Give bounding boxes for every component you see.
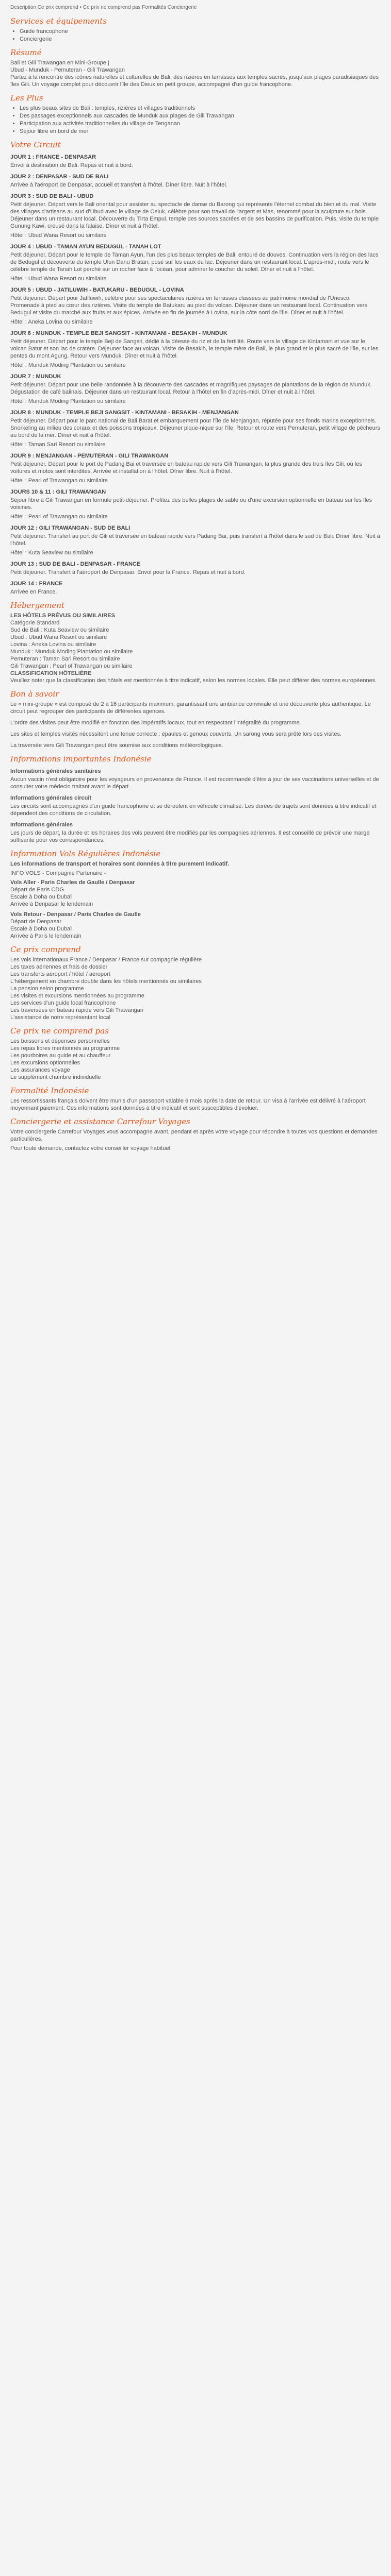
conciergerie-paragraph: Pour toute demande, contactez votre conseiller voyage habituel.: [10, 1145, 172, 1151]
day-text: Petit déjeuner. Départ pour le parc national de Bali Barat et embarquement pour l'île de Menjangan, réputée pour ses fonds marins exceptionnels. Snorkeling au milieu des coraux et des poissons tropicaux. Déjeuner pique-nique sur l'île. Retour et route vers Pemuteran, petit village de pêcheurs au bord de la mer. Dîner et nuit à l'hôtel.: [10, 418, 380, 438]
day-block: [10, 243, 381, 282]
day-block: [10, 286, 381, 326]
list-item: • Les plus beaux sites de Bali : temples, rizières et villages traditionnels: [20, 105, 381, 112]
list-item: Les pourboires au guide et au chauffeur: [10, 1053, 111, 1059]
info-text: Les jours de départ, la durée et les horaires des vols peuvent être modifiés par les compagnies aériennes. Il est conseillé de prévoir une marge suffisante pour vos correspondances.: [10, 830, 370, 843]
prix-list: [10, 956, 381, 1021]
flight-line: Arrivée à Paris le lendemain: [10, 933, 82, 939]
day-title: JOUR 4 : UBUD - TAMAN AYUN BEDUGUL - TANAH LOT: [10, 244, 161, 250]
day-block: [10, 452, 381, 484]
list-item: Les services d'un guide local francophone: [10, 1000, 116, 1006]
intro-line: Description Ce prix comprend • Ce prix ne comprend pas Formalités Conciergerie: [10, 5, 197, 10]
day-text: Petit déjeuner. Départ pour une belle randonnée à la découverte des cascades et magnifiques paysages de plantations de la région de Munduk. Dégustation de café balinais. Déjeuner dans un restaurant local. Retour à l'hôtel en fin d'après-midi. Dîner et nuit à l'hôtel.: [10, 382, 372, 395]
day-block: [10, 193, 381, 239]
asavoir-paragraph: L'ordre des visites peut être modifié en fonction des impératifs locaux, tout en respectant l'intégralité du programme.: [10, 720, 301, 726]
list-item: • Séjour libre en bord de mer: [20, 128, 381, 135]
flight-group: [10, 911, 381, 940]
asavoir-title: Bon à savoir: [10, 689, 59, 699]
resume-line: Ubud - Munduk - Pemuteran - Gili Trawangan: [10, 67, 125, 73]
hebergement-line: Catégorie Standard: [10, 620, 60, 626]
list-item: Les vols internationaux France / Denpasar / France sur compagnie régulière: [10, 957, 202, 963]
list-item: Les visites et excursions mentionnées au programme: [10, 993, 144, 999]
list-item: • Participation aux activités traditionnelles du village de Tenganan: [20, 120, 381, 127]
day-hotel: Hôtel : Taman Sari Resort ou similaire: [10, 442, 106, 448]
list-item: Les repas libres mentionnés au programme: [10, 1045, 120, 1052]
day-text: Petit déjeuner. Départ pour le temple de Taman Ayun, l'un des plus beaux temples de Bali, entouré de douves. Continuation vers la région des lacs de Bedugul et découverte du temple Ulun Danu Bratan, posé sur les eaux du lac. Déjeuner dans un restaurant local. L'après-midi, route vers le célèbre temple de Tanah Lot perché sur un rocher face à l'océan, pour admirer le coucher du soleil. Dîner et nuit à l'hôtel.: [10, 252, 379, 273]
day-hotel: Hôtel : Aneka Lovina ou similaire: [10, 319, 93, 325]
list-item: • Conciergerie: [20, 36, 381, 43]
day-title: JOUR 8 : MUNDUK - TEMPLE BEJI SANGSIT - KINTAMANI - BESAKIH - MENJANGAN: [10, 410, 239, 416]
day-hotel: Hôtel : Kuta Seaview ou similaire: [10, 550, 93, 556]
day-title: JOUR 1 : FRANCE - DENPASAR: [10, 154, 96, 160]
asavoir-paragraph: La traversée vers Gili Trawangan peut être soumise aux conditions météorologiques.: [10, 742, 223, 749]
day-text: Petit déjeuner. Départ vers le Bali oriental pour assister au spectacle de danse du Barong qui représente l'éternel combat du bien et du mal. Visite des villages d'artisans au sud d'Ubud avec le village de Celuk, célèbre pour son travail de l'argent et Mas, renommé pour la sculpture sur bois. Déjeuner dans un restaurant local. Découverte du Tirta Empul, temple des sources sacrées et de ses bassins de purification. Puis, visite du temple Gunung Kawi, creusé dans la falaise. Dîner et nuit à l'hôtel.: [10, 201, 379, 229]
list-item: La pension selon programme: [10, 986, 84, 992]
day-text: Petit déjeuner. Départ pour le port de Padang Bai et traversée en bateau rapide vers Gili Trawangan, la plus grande des trois îles Gili, où les voitures et motos sont interdites. Arrivée et installation à l'hôtel. Dîner libre. Nuit à l'hôtel.: [10, 461, 362, 474]
info-block: [10, 768, 381, 790]
asavoir-paragraph: Le « mini-groupe » est composé de 2 à 16 participants maximum, garantissant une ambiance conviviale et une découverte plus authentique. Le circuit peut regrouper des participants de différentes agences.: [10, 701, 371, 715]
infos-title: Informations importantes Indonésie: [10, 754, 152, 764]
day-text: Petit déjeuner. Transfert à l'aéroport de Denpasar. Envol pour la France. Repas et nuit à bord.: [10, 569, 246, 575]
flight-group: [10, 879, 381, 908]
hebergement-line: Ubud : Ubud Wana Resort ou similaire: [10, 634, 107, 640]
day-block: [10, 580, 381, 596]
info-block: [10, 821, 381, 844]
day-title: JOUR 9 : MENJANGAN - PEMUTERAN - GILI TRAWANGAN: [10, 453, 169, 459]
infovols-subtitle: INFO VOLS - Compagnie Partenaire -: [10, 870, 106, 876]
list-item: Les assurances voyage: [10, 1067, 70, 1073]
noprix-title: Ce prix ne comprend pas: [10, 1026, 109, 1036]
day-title: JOUR 5 : UBUD - JATILUWIH - BATUKARU - BEDUGUL - LOVINA: [10, 287, 184, 293]
day-title: JOUR 12 : GILI TRAWANGAN - SUD DE BALI: [10, 525, 131, 531]
info-block: [10, 794, 381, 817]
hebergement-paragraph: Veuillez noter que la classification des hôtels est mentionnée à titre indicatif, selon les normes locales. Elle peut différer des normes européennes.: [10, 677, 377, 684]
info-heading: Informations générales sanitaires: [10, 768, 101, 774]
day-text: Arrivée en France.: [10, 589, 57, 595]
hebergement-line: LES HÔTELS PRÉVUS OU SIMILAIRES: [10, 613, 115, 619]
day-text: Petit déjeuner. Départ pour Jatiluwih, célèbre pour ses spectaculaires rizières en terrasses classées au patrimoine mondial de l'Unesco. Promenade à pied au cœur des rizières. Visite du temple de Batukaru au pied du volcan. Déjeuner dans un restaurant local. Continuation vers Bedugul et visite du marché aux fruits et aux épices. Arrivée en fin de journée à Lovina, sur la côte nord de l'île. Dîner et nuit à l'hôtel.: [10, 295, 367, 316]
info-heading: Informations générales circuit: [10, 795, 92, 801]
day-text: Petit déjeuner. Transfert au port de Gili et traversée en bateau rapide vers Padang Bai, puis transfert à l'hôtel dans le sud de Bali. Dîner libre. Nuit à l'hôtel.: [10, 533, 380, 547]
prix-title: Ce prix comprend: [10, 945, 81, 954]
formalites-title: Formalité Indonésie: [10, 1086, 89, 1095]
list-item: Les excursions optionnelles: [10, 1060, 80, 1066]
noprix-list: [10, 1038, 381, 1081]
resume-title: Résumé: [10, 48, 42, 57]
conciergerie-title: Conciergerie et assistance Carrefour Voyages: [10, 1117, 190, 1126]
day-block: [10, 524, 381, 556]
plus-title: Les Plus: [10, 93, 43, 103]
day-block: [10, 173, 381, 189]
hebergement-line: Lovina : Aneka Lovina ou similaire: [10, 641, 96, 648]
day-title: JOUR 3 : SUD DE BALI - UBUD: [10, 193, 94, 199]
hebergement-line: Pemuteran : Taman Sari Resort ou similaire: [10, 656, 120, 662]
day-block: [10, 154, 381, 169]
day-hotel: Hôtel : Pearl of Trawangan ou similaire: [10, 478, 108, 484]
conciergerie-paragraph: Votre conciergerie Carrefour Voyages vous accompagne avant, pendant et après votre voyage pour répondre à toutes vos questions et demandes particulières.: [10, 1129, 378, 1142]
day-hotel: Hôtel : Munduk Moding Plantation ou similaire: [10, 362, 126, 368]
list-item: Les boissons et dépenses personnelles: [10, 1038, 110, 1044]
day-text: Petit déjeuner. Départ pour le temple Beji de Sangsit, dédié à la déesse du riz et de la fertilité. Route vers le village de Kintamani et vue sur le volcan Batur et son lac de cratère. Déjeuner face au volcan. Visite de Besakih, le temple mère de Bali, le plus grand et le plus sacré de l'île, sur les pentes du mont Agung. Retour vers Munduk. Dîner et nuit à l'hôtel.: [10, 338, 379, 359]
day-hotel: Hôtel : Pearl of Trawangan ou similaire: [10, 514, 108, 520]
info-text: Les circuits sont accompagnés d'un guide francophone et se déroulent en véhicule climatisé. Les durées de trajets sont données à titre indicatif et dépendent des conditions de circulation.: [10, 803, 377, 817]
day-block: [10, 409, 381, 448]
day-block: [10, 330, 381, 369]
hebergement-title: Hébergement: [10, 601, 64, 610]
list-item: • Des passages exceptionnels aux cascades de Munduk aux plages de Gili Trawangan: [20, 112, 381, 120]
page-content: [5, 0, 386, 1152]
circuit-title: Votre Circuit: [10, 140, 61, 149]
services-title: Services et équipements: [10, 16, 107, 26]
hebergement-line: CLASSIFICATION HÔTELIÈRE: [10, 670, 92, 676]
flight-heading: Vols Retour - Denpasar / Paris Charles de Gaulle: [10, 911, 141, 918]
day-hotel: Hôtel : Munduk Moding Plantation ou similaire: [10, 398, 126, 404]
asavoir-paragraph: Les sites et temples visités nécessitent une tenue correcte : épaules et genoux couverts. Un sarong vous sera prêté lors des visites.: [10, 731, 342, 737]
list-item: • Guide francophone: [20, 28, 381, 35]
resume-line: Bali et Gili Trawangan en Mini-Groupe |: [10, 60, 109, 66]
day-title: JOUR 14 : FRANCE: [10, 581, 63, 587]
resume-paragraph: Partez à la rencontre des icônes naturelles et culturelles de Bali, des rizières en terrasses aux temples sacrés, jusqu'aux plages paradisiaques des îles Gili. Un voyage complet pour découvrir l'île des Dieux en petit groupe, accompagné d'un guide francophone.: [10, 74, 379, 88]
flight-heading: Vols Aller - Paris Charles de Gaulle / Denpasar: [10, 879, 135, 886]
day-hotel: Hôtel : Ubud Wana Resort ou similaire: [10, 276, 107, 282]
day-title: JOUR 6 : MUNDUK - TEMPLE BEJI SANGSIT - KINTAMANI - BESAKIH - MUNDUK: [10, 330, 227, 336]
day-title: JOUR 7 : MUNDUK: [10, 374, 61, 380]
day-text: Envol à destination de Bali. Repas et nuit à bord.: [10, 162, 133, 168]
list-item: Les taxes aériennes et frais de dossier: [10, 964, 108, 970]
services-list: [10, 28, 381, 43]
list-item: Les traversées en bateau rapide vers Gili Trawangan: [10, 1007, 144, 1013]
hebergement-line: Gili Trawangan : Pearl of Trawangan ou similaire: [10, 663, 133, 669]
flight-line: Escale à Doha ou Dubaï: [10, 926, 72, 932]
day-title: JOURS 10 & 11 : GILI TRAWANGAN: [10, 489, 106, 495]
day-block: [10, 561, 381, 576]
day-text: Séjour libre à Gili Trawangan en formule petit-déjeuner. Profitez des belles plages de sable ou d'une excursion optionnelle en bateau sur les îles voisines.: [10, 497, 372, 511]
info-text: Aucun vaccin n'est obligatoire pour les voyageurs en provenance de France. Il est recommandé d'être à jour de ses vaccinations universelles et de consulter votre médecin traitant avant le départ.: [10, 776, 379, 790]
formalites-paragraph: Les ressortissants français doivent être munis d'un passeport valable 6 mois après la date de retour. Un visa à l'arrivée est délivré à l'aéroport moyennant paiement. Ces informations sont données à titre indicatif et sont susceptibles d'évoluer.: [10, 1098, 366, 1111]
list-item: L'assistance de notre représentant local: [10, 1014, 111, 1021]
day-text: Arrivée à l'aéroport de Denpasar, accueil et transfert à l'hôtel. Dîner libre. Nuit à l'hôtel.: [10, 182, 227, 188]
plus-list: [10, 105, 381, 135]
day-block: [10, 488, 381, 520]
asavoir-body: [10, 701, 381, 749]
hebergement-line: Munduk : Munduk Moding Plantation ou similaire: [10, 649, 133, 655]
day-hotel: Hôtel : Ubud Wana Resort ou similaire: [10, 232, 107, 239]
day-block: [10, 373, 381, 405]
infovols-paragraph: Les informations de transport et horaires sont données à titre purement indicatif.: [10, 861, 230, 867]
flight-line: Escale à Doha ou Dubaï: [10, 894, 72, 900]
flight-line: Départ de Denpasar: [10, 919, 62, 925]
list-item: Les transferts aéroport / hôtel / aéroport: [10, 971, 110, 977]
hebergement-line: Sud de Bali : Kuta Seaview ou similaire: [10, 627, 109, 633]
list-item: L'hébergement en chambre double dans les hôtels mentionnés ou similaires: [10, 978, 202, 985]
infovols-title: Information Vols Régulières Indonésie: [10, 849, 161, 858]
info-heading: Informations générales: [10, 822, 73, 828]
day-title: JOUR 13 : SUD DE BALI - DENPASAR - FRANCE: [10, 561, 141, 567]
flight-line: Départ de Paris CDG: [10, 887, 64, 893]
list-item: Le supplément chambre individuelle: [10, 1074, 101, 1080]
day-title: JOUR 2 : DENPASAR - SUD DE BALI: [10, 174, 109, 180]
flight-line: Arrivée à Denpasar le lendemain: [10, 901, 93, 907]
